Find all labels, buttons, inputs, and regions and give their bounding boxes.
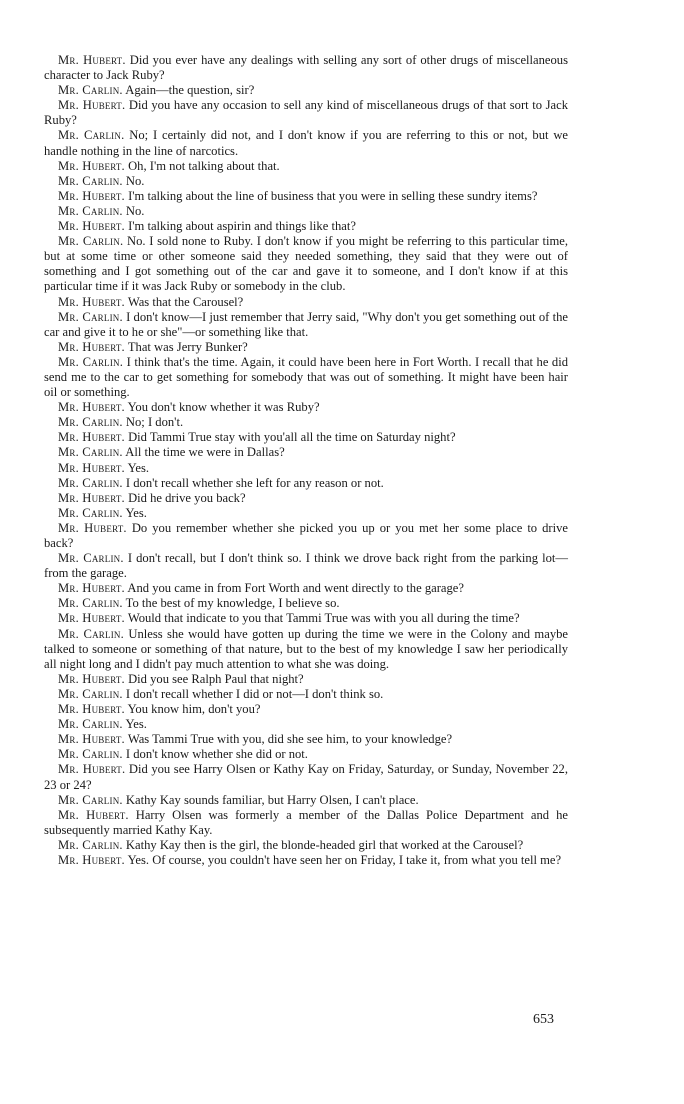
testimony-text: Did you have any occasion to sell any kind of miscellaneous drugs of that sort to Jack Ruby? [44, 98, 568, 128]
testimony-paragraph [44, 717, 568, 732]
testimony-text: No. [125, 203, 145, 218]
speaker-name: Mr. Carlin. [58, 309, 123, 324]
testimony-text: No. I sold none to Ruby. I don't know if you might be referring to this particular time, but at some time or other someone said they needed something, they said that they were out of something and I got something out of the car and gave it to someone, and I don't know if at this particular time if it was Jack Ruby or somebody in the club. [44, 234, 568, 294]
speaker-name: Mr. Hubert. [58, 294, 125, 309]
testimony-text: I don't recall, but I don't think so. I think we drove back right from the parking lot—from the garage. [44, 551, 568, 581]
speaker-name: Mr. Carlin. [58, 83, 123, 98]
testimony-paragraph [44, 702, 568, 717]
testimony-text: No; I certainly did not, and I don't know if you are referring to this or not, but we handle nothing in the line of narcotics. [44, 128, 568, 158]
testimony-paragraph [44, 838, 568, 853]
testimony-text: Would that indicate to you that Tammi True was with you all during the time? [127, 611, 520, 626]
speaker-name: Mr. Carlin. [58, 626, 124, 641]
testimony-text: Did he drive you back? [128, 490, 246, 505]
testimony-paragraph [44, 747, 568, 762]
testimony-text: Yes. [127, 460, 150, 475]
transcript-body [44, 53, 568, 868]
speaker-name: Mr. Hubert. [58, 490, 125, 505]
testimony-paragraph [44, 491, 568, 506]
testimony-text: Was that the Carousel? [127, 294, 244, 309]
speaker-name: Mr. Hubert. [58, 852, 125, 867]
speaker-name: Mr. Carlin. [58, 747, 123, 762]
speaker-name: Mr. Hubert. [58, 158, 125, 173]
testimony-paragraph [44, 581, 568, 596]
testimony-paragraph [44, 159, 568, 174]
speaker-name: Mr. Hubert. [58, 219, 125, 234]
speaker-name: Mr. Hubert. [58, 98, 126, 113]
testimony-text: Did you ever have any dealings with selling any sort of other drugs of miscellaneous character to Jack Ruby? [44, 53, 568, 83]
testimony-paragraph [44, 611, 568, 626]
testimony-text: To the best of my knowledge, I believe so. [125, 596, 340, 611]
testimony-paragraph [44, 445, 568, 460]
testimony-paragraph [44, 506, 568, 521]
testimony-text: Again—the question, sir? [125, 83, 255, 98]
testimony-paragraph [44, 234, 568, 294]
testimony-paragraph [44, 461, 568, 476]
testimony-paragraph [44, 355, 568, 400]
testimony-paragraph [44, 400, 568, 415]
testimony-text: No; I don't. [125, 415, 184, 430]
speaker-name: Mr. Hubert. [58, 762, 126, 777]
testimony-paragraph [44, 793, 568, 808]
speaker-name: Mr. Carlin. [58, 203, 123, 218]
testimony-text: All the time we were in Dallas? [125, 445, 285, 460]
testimony-paragraph [44, 310, 568, 340]
speaker-name: Mr. Hubert. [58, 400, 125, 415]
testimony-text: I don't know—I just remember that Jerry said, "Why don't you get something out of the car and give it to he or she"—or something like that. [44, 309, 569, 339]
speaker-name: Mr. Carlin. [58, 173, 123, 188]
testimony-text: I don't recall whether she left for any reason or not. [125, 475, 384, 490]
testimony-text: And you came in from Fort Worth and went directly to the garage? [127, 581, 464, 596]
testimony-paragraph [44, 732, 568, 747]
testimony-text: I don't recall whether I did or not—I don't think so. [125, 686, 384, 701]
testimony-paragraph [44, 672, 568, 687]
speaker-name: Mr. Hubert. [58, 430, 125, 445]
speaker-name: Mr. Hubert. [58, 53, 126, 67]
speaker-name: Mr. Hubert. [58, 339, 125, 354]
speaker-name: Mr. Carlin. [58, 128, 125, 143]
speaker-name: Mr. Hubert. [58, 188, 125, 203]
testimony-text: You know him, don't you? [127, 702, 261, 717]
testimony-paragraph [44, 476, 568, 491]
speaker-name: Mr. Carlin. [58, 686, 123, 701]
testimony-text: Unless she would have gotten up during the time we were in the Colony and maybe talked to someone or something of that nature, but to the best of my knowledge I saw her periodically all night long and I didn't pay much attention to what she was doing. [44, 626, 569, 671]
testimony-paragraph [44, 596, 568, 611]
testimony-text: Did you see Ralph Paul that night? [128, 671, 304, 686]
testimony-text: Yes. Of course, you couldn't have seen her on Friday, I take it, from what you tell me? [127, 852, 562, 867]
testimony-text: I don't know whether she did or not. [125, 747, 308, 762]
testimony-text: You don't know whether it was Ruby? [127, 400, 320, 415]
testimony-text: Yes. [125, 505, 147, 520]
testimony-paragraph [44, 128, 568, 158]
speaker-name: Mr. Hubert. [58, 520, 127, 535]
speaker-name: Mr. Carlin. [58, 792, 123, 807]
testimony-paragraph [44, 53, 568, 83]
testimony-paragraph [44, 189, 568, 204]
speaker-name: Mr. Carlin. [58, 596, 123, 611]
testimony-paragraph [44, 98, 568, 128]
speaker-name: Mr. Hubert. [58, 611, 125, 626]
testimony-paragraph [44, 174, 568, 189]
speaker-name: Mr. Hubert. [58, 732, 125, 747]
testimony-paragraph [44, 340, 568, 355]
testimony-paragraph [44, 687, 568, 702]
testimony-paragraph [44, 430, 568, 445]
testimony-text: Kathy Kay sounds familiar, but Harry Olsen, I can't place. [125, 792, 419, 807]
testimony-text: I'm talking about aspirin and things like that? [128, 219, 356, 234]
speaker-name: Mr. Hubert. [58, 581, 125, 596]
testimony-paragraph [44, 808, 568, 838]
speaker-name: Mr. Carlin. [58, 354, 124, 369]
speaker-name: Mr. Carlin. [58, 837, 123, 852]
speaker-name: Mr. Hubert. [58, 460, 125, 475]
testimony-text: Yes. [125, 717, 147, 732]
speaker-name: Mr. Carlin. [58, 234, 124, 249]
testimony-text: Harry Olsen was formerly a member of the Dallas Police Department and he subsequently married Kathy Kay. [44, 807, 568, 837]
testimony-paragraph [44, 295, 568, 310]
testimony-paragraph [44, 521, 568, 551]
testimony-text: Was Tammi True with you, did she see him, to your knowledge? [127, 732, 453, 747]
testimony-paragraph [44, 83, 568, 98]
testimony-text: Do you remember whether she picked you up or you met her some place to drive back? [44, 520, 569, 550]
testimony-paragraph [44, 762, 568, 792]
testimony-text: I think that's the time. Again, it could have been here in Fort Worth. I recall that he did send me to the car to get something for somebody that was out of something. It might have been hair oil or something. [44, 354, 569, 400]
testimony-paragraph [44, 219, 568, 234]
testimony-paragraph [44, 204, 568, 219]
testimony-text: Oh, I'm not talking about that. [128, 158, 280, 173]
testimony-text: That was Jerry Bunker? [127, 339, 248, 354]
speaker-name: Mr. Hubert. [58, 671, 125, 686]
testimony-paragraph [44, 415, 568, 430]
speaker-name: Mr. Carlin. [58, 415, 123, 430]
testimony-text: Kathy Kay then is the girl, the blonde-headed girl that worked at the Carousel? [125, 837, 524, 852]
speaker-name: Mr. Carlin. [58, 445, 123, 460]
testimony-paragraph [44, 551, 568, 581]
testimony-paragraph [44, 853, 568, 868]
testimony-text: Did Tammi True stay with you'all all the time on Saturday night? [128, 430, 456, 445]
page-number: 653 [533, 1012, 554, 1027]
speaker-name: Mr. Hubert. [58, 807, 129, 822]
testimony-text: Did you see Harry Olsen or Kathy Kay on Friday, Saturday, or Sunday, November 22, 23 or 24? [44, 762, 568, 792]
speaker-name: Mr. Carlin. [58, 717, 123, 732]
speaker-name: Mr. Carlin. [58, 505, 123, 520]
testimony-text: I'm talking about the line of business that you were in selling these sundry items? [128, 188, 538, 203]
testimony-text: No. [125, 173, 145, 188]
testimony-paragraph [44, 627, 568, 672]
speaker-name: Mr. Carlin. [58, 475, 123, 490]
speaker-name: Mr. Hubert. [58, 702, 125, 717]
speaker-name: Mr. Carlin. [58, 551, 124, 566]
